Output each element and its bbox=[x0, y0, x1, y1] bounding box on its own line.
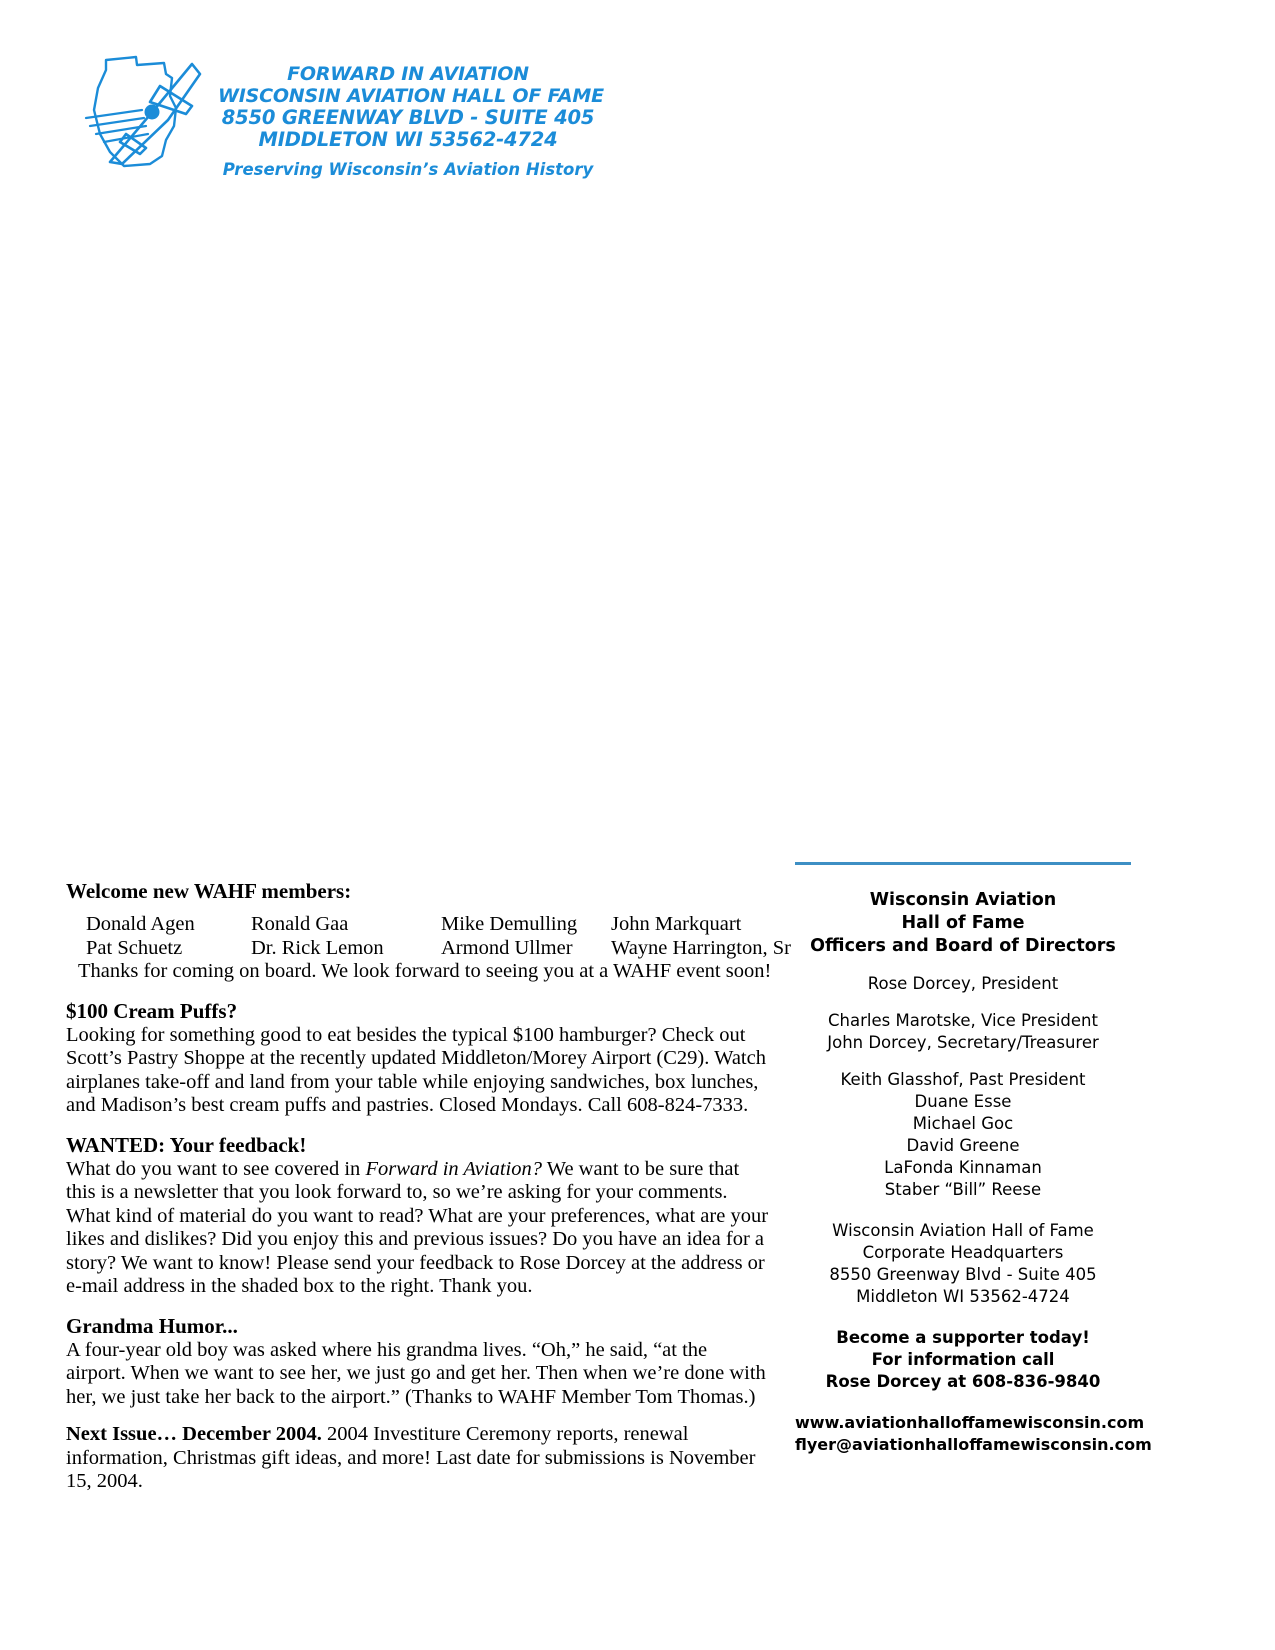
cream-puffs-body: Looking for something good to eat besides the typical $100 hamburger? Check out Scott’s Pastry Shoppe at the recently updated Middleton/Morey Airport (C29). Watch airplanes take-off and land from your table while enjoying sandwiches, box lunches, and Madison’s best cream puffs and pastries. Closed Mondays. Call 608-824-7333. bbox=[66, 1023, 766, 1116]
new-members-list bbox=[66, 913, 791, 960]
address-line: Wisconsin Aviation Hall of Fame bbox=[832, 1221, 1094, 1240]
address-line: Middleton WI 53562-4724 bbox=[856, 1287, 1070, 1306]
member-name: John Markquart bbox=[611, 913, 742, 935]
wanted-feedback-heading: WANTED: Your feedback! bbox=[66, 1132, 307, 1157]
welcome-heading: Welcome new WAHF members: bbox=[66, 879, 352, 903]
masthead-tagline: Preserving Wisconsin’s Aviation History bbox=[222, 160, 594, 179]
director-name: Staber “Bill” Reese bbox=[884, 1180, 1042, 1199]
officer-secretary-treasurer: John Dorcey, Secretary/Treasurer bbox=[827, 1033, 1099, 1052]
director-name: David Greene bbox=[906, 1136, 1020, 1155]
wisconsin-airplane-logo-icon bbox=[80, 48, 210, 178]
wanted-text-part-1: What do you want to see covered in bbox=[66, 1157, 366, 1180]
member-name: Wayne Harrington, Sr bbox=[611, 936, 791, 959]
director-name: Keith Glasshof, Past President bbox=[840, 1070, 1086, 1089]
sidebar-title-line-3: Officers and Board of Directors bbox=[810, 936, 1116, 956]
director-name: LaFonda Kinnaman bbox=[884, 1158, 1042, 1177]
masthead-line-1: FORWARD IN AVIATION bbox=[287, 63, 529, 85]
supporter-cta-line: For information call bbox=[871, 1350, 1055, 1369]
member-name: Pat Schuetz bbox=[86, 936, 183, 959]
masthead-line-4: MIDDLETON WI 53562-4724 bbox=[258, 127, 558, 151]
masthead-line-3: 8550 GREENWAY BLVD - SUITE 405 bbox=[221, 106, 595, 129]
sidebar-divider-rule bbox=[795, 862, 1131, 865]
officer-president: Rose Dorcey, President bbox=[867, 974, 1059, 993]
grandma-humor-heading: Grandma Humor... bbox=[66, 1313, 238, 1338]
thanks-line: Thanks for coming on board. We look forward to seeing you at a WAHF event soon! bbox=[78, 960, 772, 982]
sidebar-title-line-2: Hall of Fame bbox=[901, 913, 1025, 933]
director-name: Duane Esse bbox=[914, 1092, 1012, 1111]
sidebar-info-box bbox=[795, 862, 1152, 1456]
address-line: Corporate Headquarters bbox=[862, 1243, 1064, 1262]
director-name: Michael Goc bbox=[912, 1114, 1014, 1133]
email-address[interactable]: flyer@aviationhalloffamewisconsin.com bbox=[795, 1435, 1152, 1454]
masthead-text bbox=[218, 63, 604, 179]
address-line: 8550 Greenway Blvd - Suite 405 bbox=[829, 1265, 1097, 1284]
supporter-contact-phone: Rose Dorcey at 608-836-9840 bbox=[825, 1372, 1101, 1391]
main-article-column bbox=[66, 878, 791, 1494]
member-name: Ronald Gaa bbox=[251, 913, 349, 935]
member-name: Mike Demulling bbox=[441, 913, 578, 935]
masthead-line-2: WISCONSIN AVIATION HALL OF FAME bbox=[218, 84, 604, 107]
officer-vice-president: Charles Marotske, Vice President bbox=[828, 1011, 1098, 1030]
next-issue-paragraph bbox=[66, 1423, 772, 1494]
newsletter-title-italic: Forward in Aviation? bbox=[365, 1157, 542, 1180]
member-name: Dr. Rick Lemon bbox=[251, 936, 384, 959]
member-name: Armond Ullmer bbox=[441, 936, 573, 959]
supporter-cta-line: Become a supporter today! bbox=[836, 1328, 1090, 1347]
wanted-feedback-body bbox=[66, 1158, 772, 1299]
wanted-text-part-2: We want to be sure that this is a newsletter that you look forward to, so we’re asking for your comments. What kind of material do you want to read? What are your preferences, what are your likes and dislikes? Did you enjoy this and previous issues? Do you have an idea for a story? We want to know! Please send your feedback to Rose Dorcey at the address or e-mail address in the shaded box to the right. Thank you. bbox=[66, 1157, 769, 1297]
sidebar-title-line-1: Wisconsin Aviation bbox=[869, 890, 1057, 910]
cream-puffs-heading: $100 Cream Puffs? bbox=[66, 998, 238, 1023]
member-name: Donald Agen bbox=[86, 913, 195, 935]
masthead bbox=[80, 48, 604, 183]
website-url[interactable]: www.aviationhalloffamewisconsin.com bbox=[795, 1413, 1145, 1432]
next-issue-body: 2004 Investiture Ceremony reports, renewal information, Christmas gift ideas, and more! Last date for submissions is November 15, 2004. bbox=[66, 1423, 756, 1492]
next-issue-label: Next Issue… December 2004. bbox=[66, 1423, 322, 1445]
grandma-humor-body: A four-year old boy was asked where his grandma lives. “Oh,” he said, “at the airport. When we want to see her, we just go and get her. Then when we’re done with her, we just take her back to the airport.” (Thanks to WAHF Member Tom Thomas.) bbox=[66, 1338, 766, 1408]
